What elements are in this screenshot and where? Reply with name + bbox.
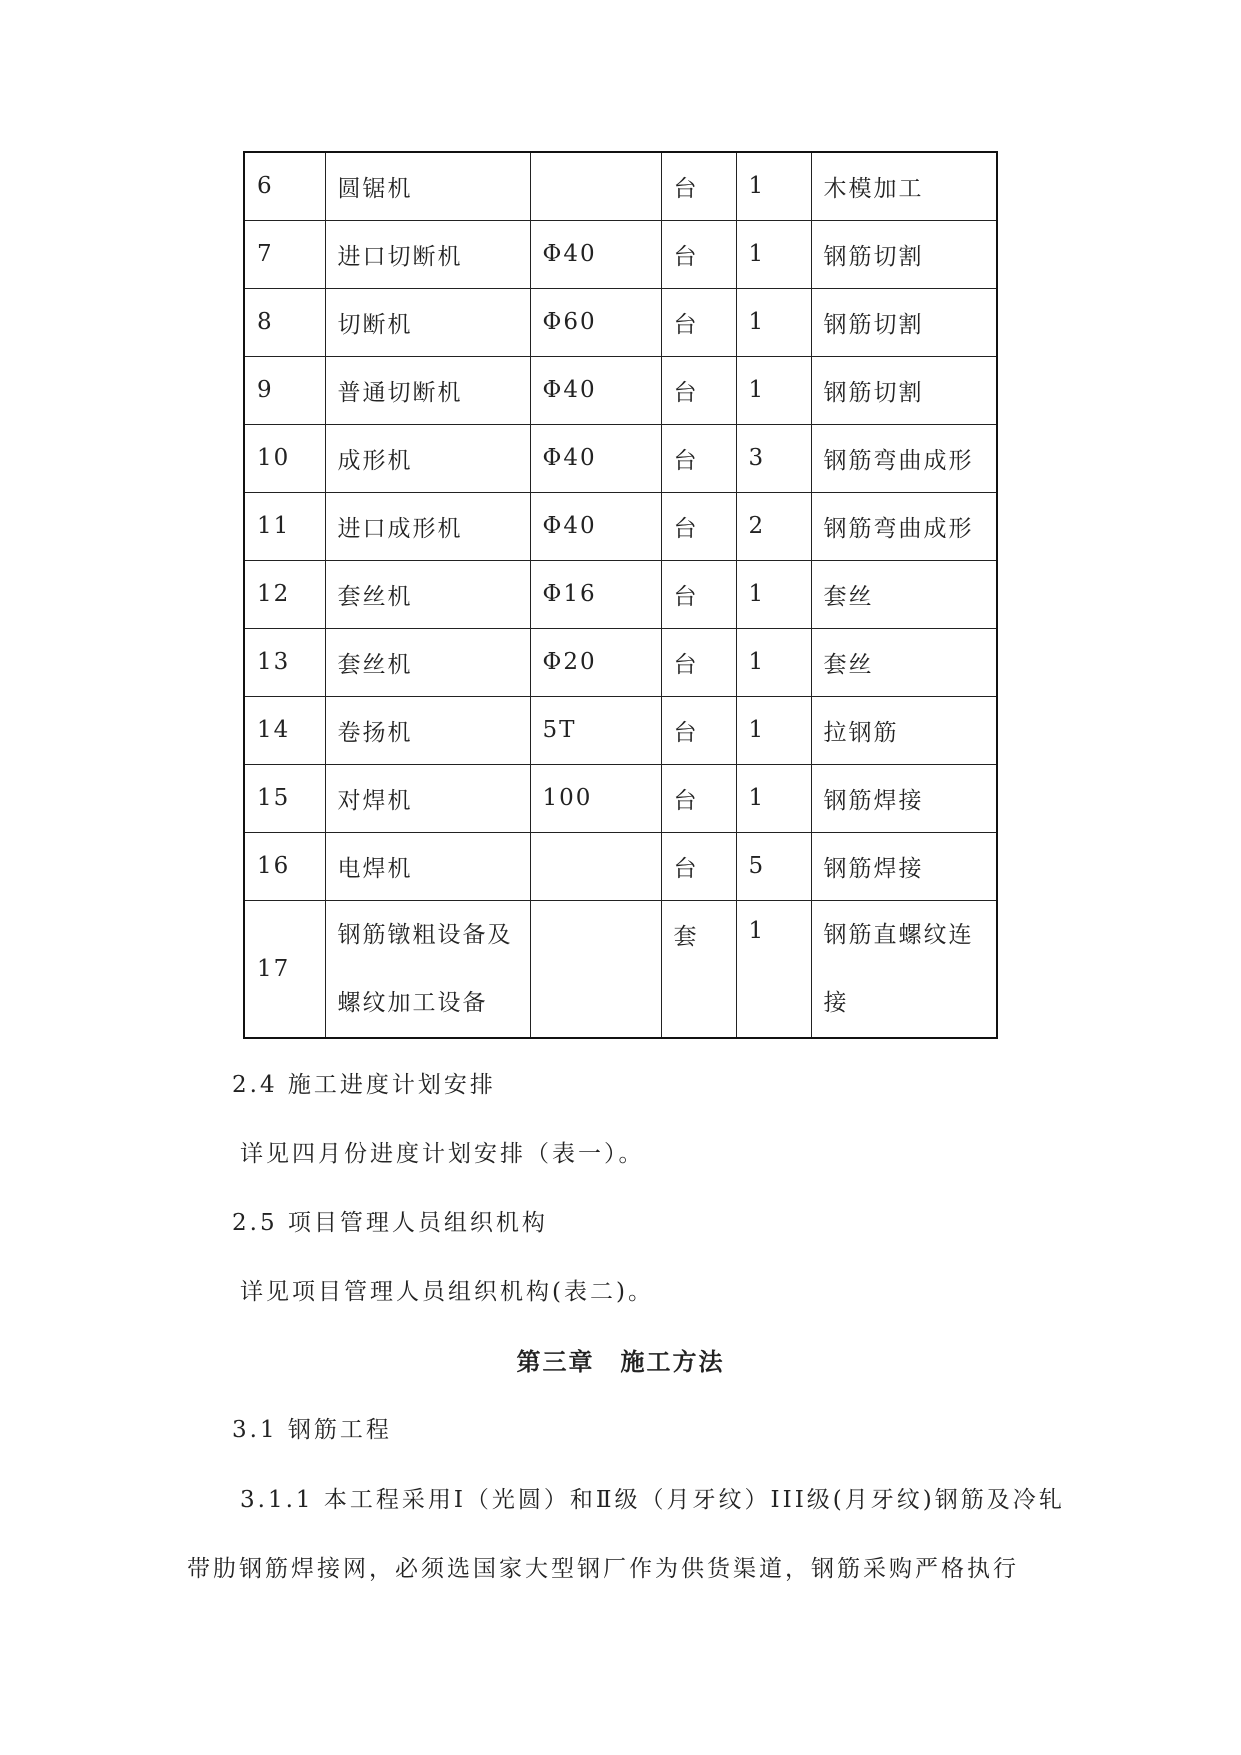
cell-qty: 5 — [736, 832, 811, 900]
cell-no: 15 — [244, 764, 325, 832]
cell-spec: Φ40 — [530, 492, 661, 560]
cell-spec: 100 — [530, 764, 661, 832]
table-row — [244, 356, 997, 424]
cell-unit: 台 — [661, 628, 736, 696]
cell-spec — [530, 900, 661, 1038]
cell-use: 钢筋切割 — [811, 288, 997, 356]
cell-use: 钢筋切割 — [811, 356, 997, 424]
cell-qty: 1 — [736, 900, 811, 1038]
paragraph-line-2: 带肋钢筋焊接网，必须选国家大型钢厂作为供货渠道，钢筋采购严格执行 — [187, 1556, 1019, 1582]
cell-name: 套丝机 — [325, 628, 530, 696]
cell-name: 切断机 — [325, 288, 530, 356]
table-row — [244, 900, 997, 1038]
cell-use: 木模加工 — [811, 152, 997, 220]
section-2-4-text: 详见四月份进度计划安排（表一）。 — [240, 1141, 645, 1167]
section-2-4-heading: 2.4 施工进度计划安排 — [232, 1072, 496, 1098]
cell-qty: 1 — [736, 560, 811, 628]
cell-no: 11 — [244, 492, 325, 560]
cell-name: 普通切断机 — [325, 356, 530, 424]
table-row — [244, 560, 997, 628]
cell-no: 6 — [244, 152, 325, 220]
cell-unit: 台 — [661, 764, 736, 832]
equipment-table-body — [244, 152, 997, 900]
section-3-1-heading: 3.1 钢筋工程 — [232, 1417, 392, 1443]
cell-use: 钢筋弯曲成形 — [811, 424, 997, 492]
cell-use: 钢筋焊接 — [811, 832, 997, 900]
cell-qty: 1 — [736, 356, 811, 424]
section-2-5-heading: 2.5 项目管理人员组织机构 — [232, 1210, 548, 1236]
cell-spec — [530, 152, 661, 220]
cell-unit: 台 — [661, 220, 736, 288]
cell-unit: 台 — [661, 492, 736, 560]
cell-use: 钢筋弯曲成形 — [811, 492, 997, 560]
table-row — [244, 152, 997, 220]
cell-no: 7 — [244, 220, 325, 288]
cell-unit: 台 — [661, 356, 736, 424]
cell-qty: 1 — [736, 764, 811, 832]
cell-qty: 1 — [736, 628, 811, 696]
cell-use: 套丝 — [811, 560, 997, 628]
cell-unit: 台 — [661, 424, 736, 492]
cell-qty: 1 — [736, 220, 811, 288]
cell-no: 13 — [244, 628, 325, 696]
cell-name: 进口成形机 — [325, 492, 530, 560]
cell-name: 电焊机 — [325, 832, 530, 900]
cell-no: 9 — [244, 356, 325, 424]
cell-qty: 3 — [736, 424, 811, 492]
cell-name: 进口切断机 — [325, 220, 530, 288]
cell-name: 卷扬机 — [325, 696, 530, 764]
cell-unit: 台 — [661, 288, 736, 356]
cell-spec: Φ40 — [530, 424, 661, 492]
cell-no: 8 — [244, 288, 325, 356]
cell-name: 套丝机 — [325, 560, 530, 628]
cell-qty: 1 — [736, 152, 811, 220]
cell-use: 钢筋切割 — [811, 220, 997, 288]
table-row — [244, 628, 997, 696]
cell-unit: 台 — [661, 696, 736, 764]
cell-spec: Φ40 — [530, 356, 661, 424]
chapter-title: 第三章 施工方法 — [516, 1347, 725, 1376]
cell-no: 12 — [244, 560, 325, 628]
cell-unit: 台 — [661, 152, 736, 220]
cell-no: 14 — [244, 696, 325, 764]
equipment-table — [243, 151, 998, 1039]
cell-use: 钢筋直螺纹连接 — [811, 900, 997, 1038]
cell-qty: 1 — [736, 288, 811, 356]
cell-unit: 台 — [661, 560, 736, 628]
cell-unit: 台 — [661, 832, 736, 900]
cell-spec: Φ20 — [530, 628, 661, 696]
cell-qty: 1 — [736, 696, 811, 764]
cell-use: 套丝 — [811, 628, 997, 696]
section-2-5-text: 详见项目管理人员组织机构(表二)。 — [240, 1279, 654, 1305]
table-row — [244, 288, 997, 356]
cell-spec: Φ40 — [530, 220, 661, 288]
cell-name: 钢筋镦粗设备及螺纹加工设备 — [325, 900, 530, 1038]
paragraph-line-1: 3.1.1 本工程采用Ⅰ（光圆）和Ⅱ级（月牙纹）III级(月牙纹)钢筋及冷轧 — [240, 1487, 1065, 1513]
cell-spec — [530, 832, 661, 900]
cell-use: 钢筋焊接 — [811, 764, 997, 832]
cell-qty: 2 — [736, 492, 811, 560]
cell-name: 圆锯机 — [325, 152, 530, 220]
table-row — [244, 696, 997, 764]
cell-name: 成形机 — [325, 424, 530, 492]
table-row — [244, 764, 997, 832]
cell-spec: 5T — [530, 696, 661, 764]
table-row — [244, 220, 997, 288]
cell-unit: 套 — [661, 900, 736, 1038]
table-row — [244, 832, 997, 900]
table-row — [244, 424, 997, 492]
cell-name: 对焊机 — [325, 764, 530, 832]
cell-no: 16 — [244, 832, 325, 900]
cell-no: 10 — [244, 424, 325, 492]
cell-spec: Φ60 — [530, 288, 661, 356]
table-row — [244, 492, 997, 560]
cell-no: 17 — [244, 900, 325, 1038]
cell-spec: Φ16 — [530, 560, 661, 628]
cell-use: 拉钢筋 — [811, 696, 997, 764]
